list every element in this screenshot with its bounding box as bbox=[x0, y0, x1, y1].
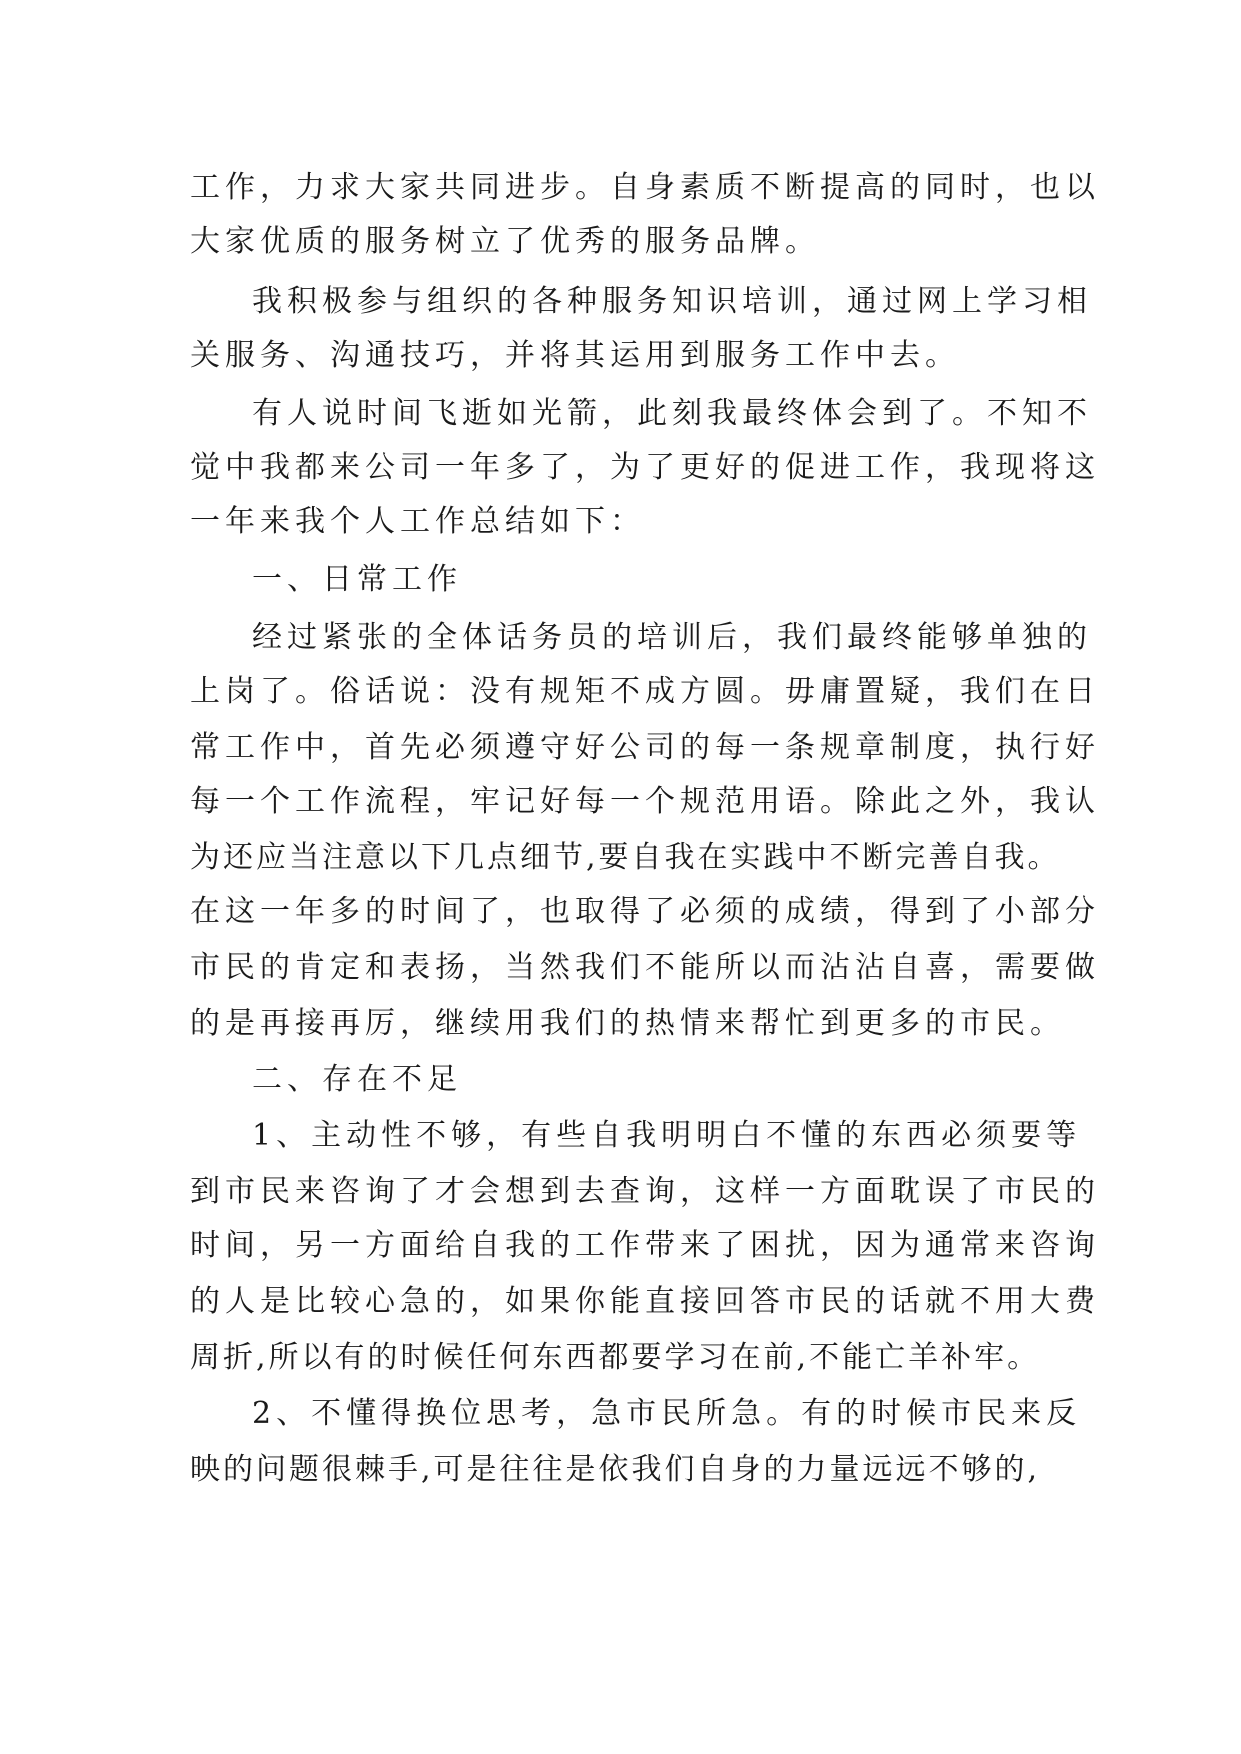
text-line: 周折,所以有的时候任何东西都要学习在前,不能亡羊补牢。 bbox=[190, 1340, 1041, 1375]
text-line: 映的问题很棘手,可是往往是依我们自身的力量远远不够的, bbox=[190, 1452, 1041, 1487]
text-line: 工作，力求大家共同进步。自身素质不断提高的同时，也以 bbox=[190, 170, 1100, 205]
text-line: 上岗了。俗话说：没有规矩不成方圆。毋庸置疑，我们在日 bbox=[190, 674, 1100, 709]
text-line: 大家优质的服务树立了优秀的服务品牌。 bbox=[190, 224, 820, 259]
paragraph-first-line: 有人说时间飞逝如光箭，此刻我最终体会到了。不知不 bbox=[252, 396, 1092, 431]
paragraph-first-line: 我积极参与组织的各种服务知识培训，通过网上学习相 bbox=[252, 284, 1092, 319]
text-line: 到市民来咨询了才会想到去查询，这样一方面耽误了市民的 bbox=[190, 1174, 1100, 1209]
text-line: 为还应当注意以下几点细节,要自我在实践中不断完善自我。 bbox=[190, 840, 1061, 875]
text-line: 一年来我个人工作总结如下： bbox=[190, 504, 645, 539]
paragraph-first-line: 经过紧张的全体话务员的培训后，我们最终能够单独的 bbox=[252, 620, 1092, 655]
text-line: 在这一年多的时间了，也取得了必须的成绩，得到了小部分 bbox=[190, 894, 1100, 929]
text-line: 的人是比较心急的，如果你能直接回答市民的话就不用大费 bbox=[190, 1284, 1100, 1319]
section-heading: 一、日常工作 bbox=[252, 562, 462, 597]
paragraph-first-line: 2、不懂得换位思考，急市民所急。有的时候市民来反 bbox=[252, 1396, 1082, 1431]
section-heading: 二、存在不足 bbox=[252, 1062, 462, 1097]
paragraph-first-line: 1、主动性不够，有些自我明明白不懂的东西必须要等 bbox=[252, 1118, 1082, 1153]
text-line: 的是再接再厉，继续用我们的热情来帮忙到更多的市民。 bbox=[190, 1006, 1065, 1041]
text-line: 觉中我都来公司一年多了，为了更好的促进工作，我现将这 bbox=[190, 450, 1100, 485]
text-line: 常工作中，首先必须遵守好公司的每一条规章制度，执行好 bbox=[190, 730, 1100, 765]
text-line: 时间，另一方面给自我的工作带来了困扰，因为通常来咨询 bbox=[190, 1228, 1100, 1263]
text-line: 每一个工作流程，牢记好每一个规范用语。除此之外，我认 bbox=[190, 784, 1100, 819]
text-line: 关服务、沟通技巧，并将其运用到服务工作中去。 bbox=[190, 338, 960, 373]
text-line: 市民的肯定和表扬，当然我们不能所以而沾沾自喜，需要做 bbox=[190, 950, 1100, 985]
